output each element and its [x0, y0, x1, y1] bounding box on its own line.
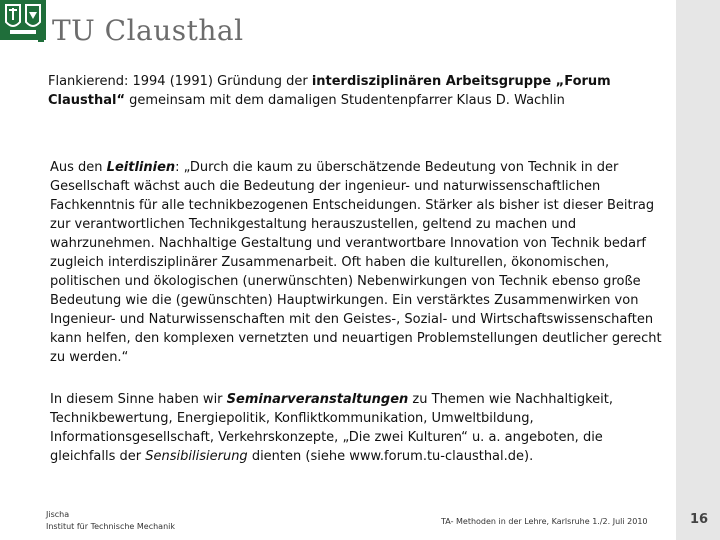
- p1-text-post: gemeinsam mit dem damaligen Studentenpfarrer Klaus D. Wachlin: [125, 93, 565, 108]
- p1-text-pre: Flankierend: 1994 (1991) Gründung der: [48, 74, 312, 89]
- paragraph-guidelines: [50, 158, 670, 367]
- p3-text-pre: In diesem Sinne haben wir: [50, 392, 227, 407]
- page-number: 16: [690, 512, 709, 527]
- p3-text-emph: Seminarveranstaltungen: [226, 392, 409, 407]
- brand-dot: [38, 36, 44, 42]
- p3-text-ital: Sensibilisierung: [145, 449, 248, 464]
- p2-text-post: : „Durch die kaum zu überschätzende Bedeutung von Technik in der Gesellschaft wächst auch die Bedeutung der ingenieur- und naturwissenschaftlichen Fachkenntnis für alle technikbezogenen Entscheidungen. Stärker als bisher ist dieser Beitrag zur verantwortlichen Technikgestaltung herauszustellen, geltend zu machen und wahrzunehmen. Nachhaltige Gestaltung und verantwortbare Innovation von Technik bedarf zugleich interdisziplinärer Zusammenarbeit. Oft haben die kulturellen, ökonomischen, politischen und ökologischen (unerwünschten) Nebenwirkungen von Technik ebenso große Bedeutung wie die (gewünschten) Hauptwirkungen. Ein verstärktes Zusammenwirken von Ingenieur- und Naturwissenschaften mit den Geistes-, Sozial- und Wirtschaftswissenschaften kann helfen, den komplexen vernetzten und neuartigen Problemstellungen deutlicher gerecht zu werden.“: [50, 160, 662, 365]
- p2-text-pre: Aus den: [50, 160, 107, 175]
- footer-event: TA- Methoden in der Lehre, Karlsruhe 1./2. Juli 2010: [441, 517, 648, 526]
- p3-text-post: dienten (siehe www.forum.tu-clausthal.de).: [247, 449, 534, 464]
- p1-text-bold: interdisziplinären Arbeitsgruppe „Forum Clausthal“: [48, 74, 611, 108]
- brand-title: TU Clausthal: [52, 14, 244, 47]
- paragraph-founding: [48, 72, 668, 110]
- footer-author-block: [46, 509, 175, 533]
- right-sidebar-bar: [676, 0, 720, 540]
- footer-author: Jischa: [46, 510, 70, 519]
- p2-text-emph: Leitlinien: [106, 160, 176, 175]
- footer-institute: Institut für Technische Mechanik: [46, 522, 175, 531]
- paragraph-seminars: [50, 390, 670, 466]
- tu-clausthal-crest-icon: [0, 0, 46, 40]
- p3-text-mid: zu Themen wie Nachhaltigkeit, Technikbewertung, Energiepolitik, Konfliktkommunikation, Umweltbildung, Informationsgesellschaft, Verkehrskonzepte, „Die zwei Kulturen“ u. a. angeboten, die gleichfalls der: [50, 392, 613, 464]
